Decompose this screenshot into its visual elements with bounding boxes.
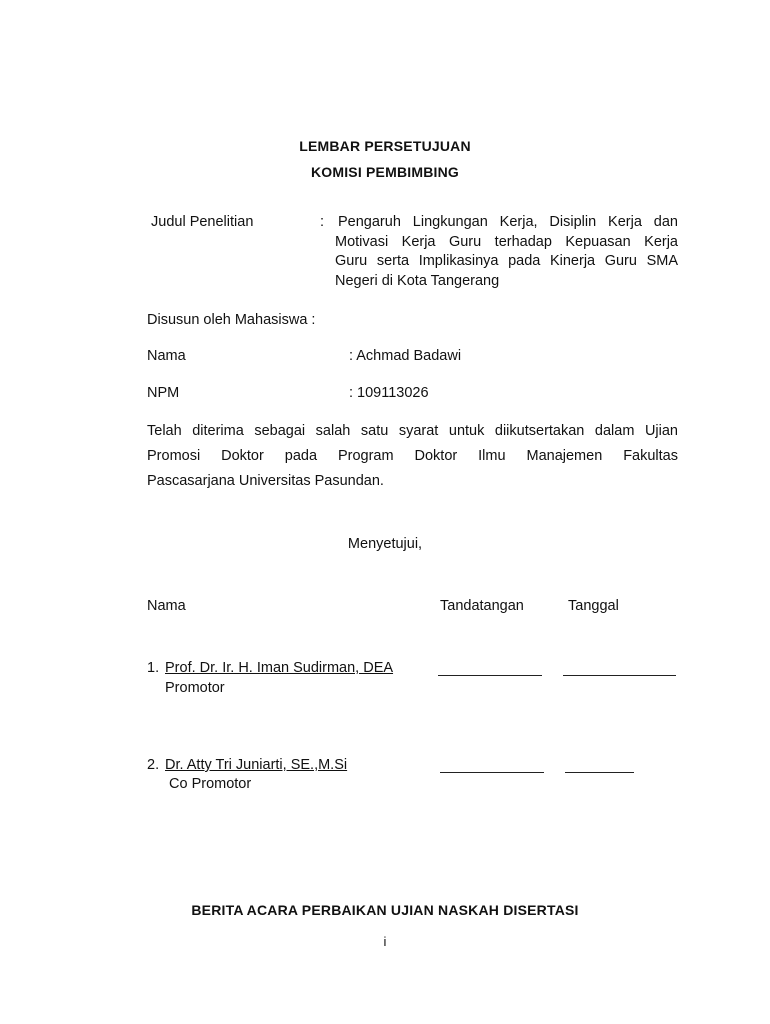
research-title-line: Negeri di Kota Tangerang <box>335 273 500 289</box>
signature-line <box>438 675 542 676</box>
signer-name: Prof. Dr. Ir. H. Iman Sudirman, DEA <box>165 660 394 676</box>
research-title-separator: : <box>320 214 325 230</box>
footer-title: BERITA ACARA PERBAIKAN UJIAN NASKAH DISERTASI <box>191 902 579 918</box>
page-title: LEMBAR PERSETUJUAN <box>299 138 471 154</box>
research-title-line: Pengaruh Lingkungan Kerja, Disiplin Kerja dan <box>338 214 678 230</box>
column-header-signature: Tandatangan <box>440 598 524 614</box>
research-title-label: Judul Penelitian <box>151 214 254 230</box>
page-number: i <box>383 934 387 949</box>
signer-name: Dr. Atty Tri Juniarti, SE.,M.Si <box>165 757 348 773</box>
research-title-line: Motivasi Kerja Guru terhadap Kepuasan Kerja <box>335 234 678 250</box>
date-line <box>563 675 676 676</box>
signer-number: 2. <box>147 757 160 773</box>
statement-line: Telah diterima sebagai salah satu syarat untuk diikutsertakan dalam Ujian <box>147 423 678 439</box>
column-header-name: Nama <box>147 598 186 614</box>
student-npm-label: NPM <box>147 385 180 401</box>
statement-line: Pascasarjana Universitas Pasundan. <box>147 473 384 489</box>
student-name-label: Nama <box>147 348 186 364</box>
research-title-line: Guru serta Implikasinya pada Kinerja Guru SMA <box>335 253 678 269</box>
approval-heading: Menyetujui, <box>347 536 423 552</box>
student-npm-value: : 109113026 <box>349 385 429 401</box>
signer-number: 1. <box>147 660 160 676</box>
signature-line <box>440 772 544 773</box>
date-line <box>565 772 634 773</box>
column-header-date: Tanggal <box>568 598 619 614</box>
author-intro: Disusun oleh Mahasiswa : <box>147 312 316 328</box>
student-name-value: : Achmad Badawi <box>349 348 462 364</box>
signer-role: Co Promotor <box>169 776 252 792</box>
page-subtitle: KOMISI PEMBIMBING <box>310 164 460 180</box>
statement-line: Promosi Doktor pada Program Doktor Ilmu Manajemen Fakultas <box>147 448 678 464</box>
signer-role: Promotor <box>165 680 225 696</box>
